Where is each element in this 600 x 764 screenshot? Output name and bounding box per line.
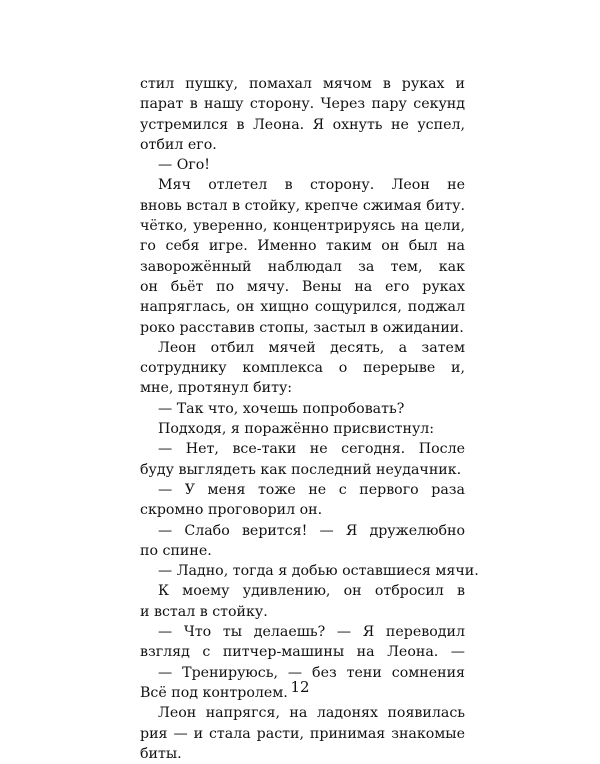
text-line: Мяч отлетел в сторону. Леон не xyxy=(158,177,465,194)
text-line: буду выглядеть как последний неудачник. xyxy=(140,461,462,478)
text-line: парат в нашу сторону. Через пару секунд xyxy=(140,96,465,113)
text-line: по спине. xyxy=(140,542,212,559)
text-line: го себя игре. Именно таким он был на xyxy=(140,238,465,255)
text-line: Подходя, я поражённо присвистнул: xyxy=(158,421,435,438)
text-line: — Что ты делаешь? — Я переводил xyxy=(158,624,465,641)
text-line: — Слабо верится! — Я дружелюбно xyxy=(158,522,465,539)
text-line: взгляд с питчер-машины на Леона. — xyxy=(140,644,465,661)
text-line: чётко, уверенно, концентрируясь на цели, xyxy=(140,218,465,235)
text-line: он бьёт по мячу. Вены на его руках xyxy=(140,278,465,295)
body-text xyxy=(140,74,479,764)
text-line: и встал в стойку. xyxy=(140,603,268,620)
text-line: — У меня тоже не с первого раза xyxy=(158,481,465,498)
text-line: Леон напрягся, на ладонях появилась xyxy=(158,705,465,722)
text-line: заворожённый наблюдал за тем, как xyxy=(140,258,465,275)
text-line: Всё под контролем. xyxy=(140,684,288,701)
text-line: мне, протянул биту: xyxy=(140,380,293,397)
text-line: вновь встал в стойку, крепче сжимая биту. xyxy=(140,197,465,214)
text-line: роко расставив стопы, застыл в ожидании. xyxy=(140,319,464,336)
text-line: биты. xyxy=(140,745,182,762)
text-line: К моему удивлению, он отбросил в xyxy=(158,583,465,600)
text-line: — Тренируюсь, — без тени сомнения xyxy=(158,664,465,681)
text-line: рия — и стала расти, принимая знакомые xyxy=(140,725,465,742)
text-line: сотруднику комплекса о перерыве и, xyxy=(140,360,465,377)
text-line: Леон отбил мячей десять, а затем xyxy=(158,339,465,356)
text-line: скромно проговорил он. xyxy=(140,502,323,519)
text-line: напряглась, он хищно сощурился, поджал xyxy=(140,299,465,316)
page-number: 12 xyxy=(290,678,310,696)
text-line: — Так что, хочешь попробовать? xyxy=(158,400,405,417)
text-line: устремился в Леона. Я охнуть не успел, xyxy=(140,116,465,133)
text-line: отбил его. xyxy=(140,136,217,153)
text-line: — Нет, все-таки не сегодня. После xyxy=(158,441,465,458)
text-line: стил пушку, помахал мячом в руках и xyxy=(140,76,465,92)
text-line: — Ого! xyxy=(158,157,211,174)
text-line: — Ладно, тогда я добью оставшиеся мячи. xyxy=(158,563,479,580)
